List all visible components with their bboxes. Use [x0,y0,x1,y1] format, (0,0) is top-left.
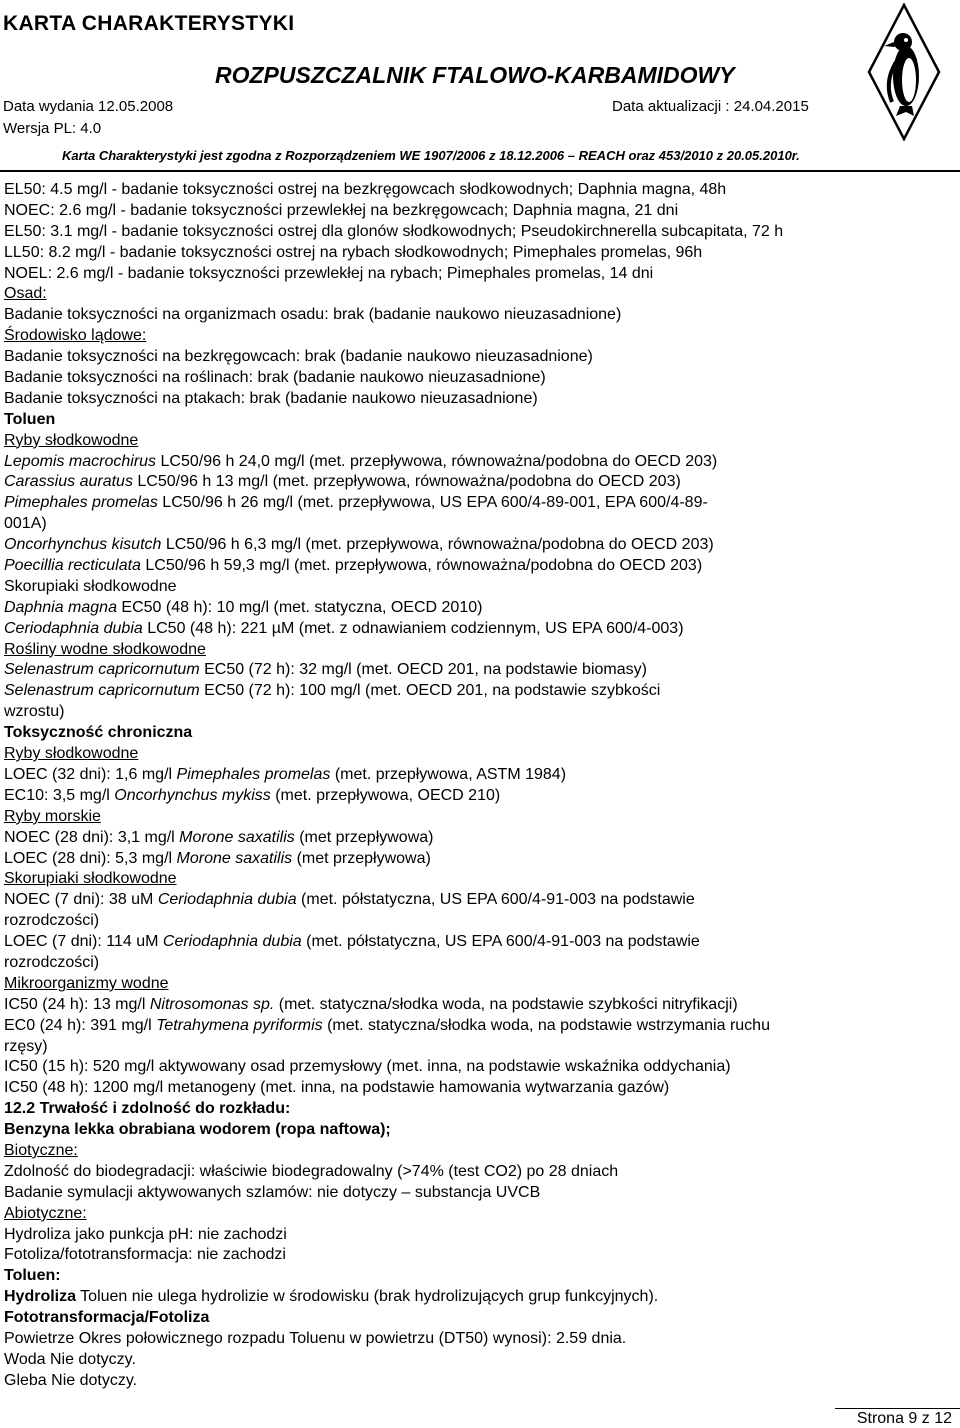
regulation-note: Karta Charakterystyki jest zgodna z Rozporządzeniem WE 1907/2006 z 18.12.2006 – REACH oraz 453/2010 z 20.05.2010r. [62,148,800,163]
text-line [4,493,954,514]
text-line [4,1162,954,1183]
text-run: Ceriodaphnia dubia [162,933,302,951]
text-run: LC50/96 h 26 mg/l (met. przepływowa, US EPA 600/4-89-001, EPA 600/4-89- [157,494,708,512]
text-run: Toluen: [4,1267,61,1285]
text-line [4,995,954,1016]
text-run: LC50/96 h 13 mg/l (met. przepływowa, równoważna/podobna do OECD 203) [132,473,681,491]
text-run: EC50 (72 h): 100 mg/l (met. OECD 201, na podstawie szybkości [199,682,661,700]
text-run: Selenastrum capricornutum [4,661,200,679]
text-run: (met. statyczna/słodka woda, na podstawie wstrzymania ruchu [322,1016,770,1034]
text-run: LC50/96 h 59,3 mg/l (met. przepływowa, równoważna/podobna do OECD 203) [140,557,703,575]
text-line [4,849,954,870]
page-number: Strona 9 z 12 [856,1410,952,1427]
text-run: Benzyna lekka obrabiana wodorem (ropa naftowa); [4,1121,391,1139]
text-line [4,577,954,598]
text-run: LC50/96 h 24,0 mg/l (met. przepływowa, równoważna/podobna do OECD 203) [156,452,718,470]
text-run: Ryby morskie [4,807,101,825]
text-run: Pimephales promelas [4,494,158,512]
text-run: IC50 (24 h): 13 mg/l [4,995,150,1013]
text-run: NOEC (28 dni): 3,1 mg/l [4,828,180,846]
text-run: LOEC (32 dni): 1,6 mg/l [4,765,177,783]
text-line [4,1245,954,1266]
text-line [4,932,954,953]
text-run: Gleba Nie dotyczy. [4,1371,138,1389]
text-run: (met. półstatyczna, US EPA 600/4-91-003 na podstawie [296,891,695,909]
text-run: Biotyczne: [4,1141,78,1159]
text-run: Badanie toksyczności na roślinach: brak (badanie naukowo nieuzasadnione) [4,369,546,387]
text-run: Hydroliza jako punkcja pH: nie zachodzi [4,1225,287,1243]
text-run: (met. przepływowa, OECD 210) [270,786,501,804]
text-line [4,305,954,326]
issue-date: Data wydania 12.05.2008 [3,98,174,115]
text-run: NOEL: 2.6 mg/l - badanie toksyczności przewlekłej na rybach; Pimephales promelas, 14 dni [4,264,654,282]
text-line [4,1266,954,1287]
text-run: Poecillia recticulata [4,557,141,575]
version: Wersja PL: 4.0 [3,120,102,137]
text-line [4,1371,954,1392]
text-run: Toluen [4,410,56,428]
text-line [4,1350,954,1371]
text-line [4,619,954,640]
text-line [4,368,954,389]
document-title: KARTA CHARAKTERYSTYKI [3,12,295,35]
text-run: Skorupiaki słodkowodne [4,577,177,595]
text-line [4,556,954,577]
text-run: (met. statyczna/słodka woda, na podstawie szybkości nitryfikacji) [274,995,738,1013]
text-run: Ceriodaphnia dubia [4,619,143,637]
text-run: Hydroliza [4,1288,77,1306]
text-run: Nitrosomonas sp. [149,995,275,1013]
text-line [4,431,954,452]
text-run: Osad: [4,285,47,303]
text-run: rozrodczości) [4,912,100,930]
text-run: EC0 (24 h): 391 mg/l [4,1016,157,1034]
text-run: EL50: 3.1 mg/l - badanie toksyczności ostrej dla glonów słodkowodnych; Pseudokirchnerella subcapitata, 72 h [4,222,784,240]
text-line [4,472,954,493]
text-line [4,1037,954,1058]
text-line [4,1141,954,1162]
text-line [4,180,954,201]
text-line [4,828,954,849]
text-run: Lepomis macrochirus [4,452,157,470]
text-line [4,786,954,807]
text-line [4,535,954,556]
text-line [4,1183,954,1204]
text-run: LOEC (28 dni): 5,3 mg/l [4,849,177,867]
text-run: LL50: 8.2 mg/l - badanie toksyczności ostrej na rybach słodkowodnych; Pimephales promelas, 96h [4,243,703,261]
text-run: Selenastrum capricornutum [4,682,200,700]
text-run: IC50 (15 h): 520 mg/l aktywowany osad przemysłowy (met. inna, na podstawie wskaźnika oddychania) [4,1058,731,1076]
text-run: (met. półstatyczna, US EPA 600/4-91-003 na podstawie [301,933,700,951]
text-run: Badanie toksyczności na ptakach: brak (badanie naukowo nieuzasadnione) [4,389,538,407]
text-line [4,243,954,264]
text-line [4,744,954,765]
text-run: Morone saxatilis [179,828,295,846]
text-run: Powietrze Okres połowicznego rozpadu Toluenu w powietrzu (DT50) wynosi): 2.59 dnia. [4,1329,627,1347]
text-run: Carassius auratus [4,473,133,491]
text-line [4,1120,954,1141]
text-run: Toluen nie ulega hydrolizie w środowisku (brak hydrolizujących grup funkcyjnych). [76,1288,659,1306]
text-run: LC50 (48 h): 221 µM (met. z odnawianiem codziennym, US EPA 600/4-003) [142,619,684,637]
text-line [4,911,954,932]
text-line [4,1225,954,1246]
text-line [4,1057,954,1078]
text-line [4,514,954,535]
text-line [4,1308,954,1329]
text-run: Skorupiaki słodkowodne [4,870,177,888]
text-run: EC50 (72 h): 32 mg/l (met. OECD 201, na podstawie biomasy) [199,661,647,679]
text-run: rozrodczości) [4,953,100,971]
text-run: Mikroorganizmy wodne [4,974,169,992]
text-run: LOEC (7 dni): 114 uM [4,933,163,951]
text-line [4,1016,954,1037]
product-name: ROZPUSZCZALNIK FTALOWO-KARBAMIDOWY [215,62,735,88]
text-run: Badanie toksyczności na organizmach osadu: brak (badanie naukowo nieuzasadnione) [4,306,622,324]
text-line [4,284,954,305]
text-run: LC50/96 h 6,3 mg/l (met. przepływowa, równoważna/podobna do OECD 203) [161,536,714,554]
text-run: EC10: 3,5 mg/l [4,786,115,804]
text-run: Badanie symulacji aktywowanych szlamów: nie dotyczy – substancja UVCB [4,1183,541,1201]
header-divider [0,170,960,172]
text-line [4,1287,954,1308]
text-run: IC50 (48 h): 1200 mg/l metanogeny (met. inna, na podstawie hamowania wytwarzania gazów) [4,1079,670,1097]
text-run: (met. przepływowa, ASTM 1984) [330,765,567,783]
penguin-logo-icon [866,2,942,142]
text-run: Środowisko lądowe: [4,327,147,345]
text-run: NOEC: 2.6 mg/l - badanie toksyczności przewlekłej na bezkręgowcach; Daphnia magna, 21 dni [4,201,679,219]
text-run: Ryby słodkowodne [4,745,139,763]
text-line [4,681,954,702]
text-run: Badanie toksyczności na bezkręgowcach: brak (badanie naukowo nieuzasadnione) [4,348,593,366]
text-line [4,890,954,911]
text-run: Fototransformacja/Fotoliza [4,1309,210,1327]
text-run: Daphnia magna [4,598,117,616]
text-run: 12.2 Trwałość i zdolność do rozkładu: [4,1100,291,1118]
text-run: Tetrahymena pyriformis [156,1016,323,1034]
text-run: Ryby słodkowodne [4,431,139,449]
text-run: Abiotyczne: [4,1204,87,1222]
text-line [4,1204,954,1225]
text-line [4,953,954,974]
text-run: 001A) [4,515,47,533]
text-run: Oncorhynchus kisutch [4,536,162,554]
text-line [4,222,954,243]
text-line [4,702,954,723]
text-line [4,640,954,661]
text-line [4,974,954,995]
document-body [4,180,954,1392]
update-date: Data aktualizacji : 24.04.2015 [612,98,809,115]
text-run: rzęsy) [4,1037,48,1055]
text-run: Oncorhynchus mykiss [114,786,271,804]
text-line [4,452,954,473]
text-line [4,389,954,410]
text-line [4,1078,954,1099]
text-run: Morone saxatilis [176,849,293,867]
text-line [4,660,954,681]
text-run: Pimephales promelas [176,765,331,783]
text-line [4,765,954,786]
text-line [4,723,954,744]
text-run: (met przepływowa) [294,828,434,846]
text-run: EL50: 4.5 mg/l - badanie toksyczności ostrej na bezkręgowcach słodkowodnych; Daphnia magna, 48h [4,181,727,198]
text-run: Woda Nie dotyczy. [4,1350,136,1368]
text-line [4,326,954,347]
text-line [4,264,954,285]
text-line [4,410,954,431]
text-run: Rośliny wodne słodkowodne [4,640,206,658]
text-run: (met przepływowa) [292,849,431,867]
text-run: Toksyczność chroniczna [4,724,193,742]
text-run: Ceriodaphnia dubia [157,891,297,909]
text-run: Fotoliza/fototransformacja: nie zachodzi [4,1246,286,1264]
text-line [4,201,954,222]
text-run: wzrostu) [4,703,65,721]
footer-divider [835,1408,960,1409]
text-line [4,1329,954,1350]
text-run: Zdolność do biodegradacji: właściwie biodegradowalny (>74% (test CO2) po 28 dniach [4,1162,619,1180]
text-line [4,1099,954,1120]
text-line [4,807,954,828]
text-line [4,869,954,890]
text-line [4,347,954,368]
text-run: NOEC (7 dni): 38 uM [4,891,158,909]
text-run: EC50 (48 h): 10 mg/l (met. statyczna, OECD 2010) [116,598,483,616]
text-line [4,598,954,619]
